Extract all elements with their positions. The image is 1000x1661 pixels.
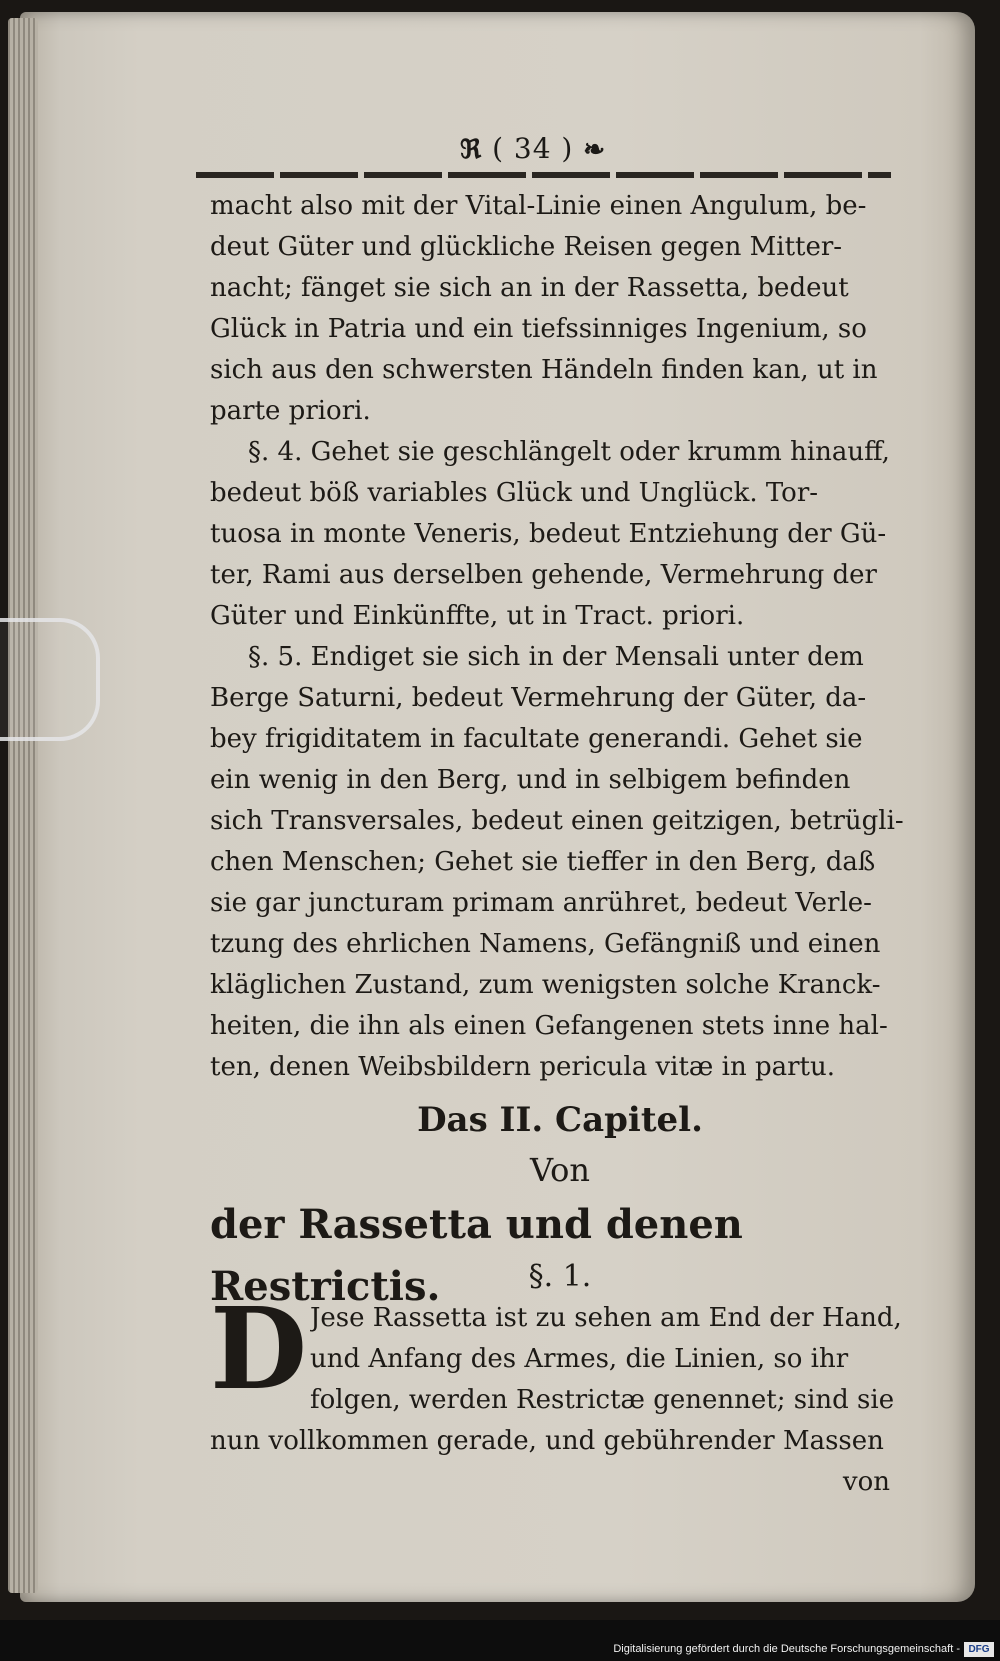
body-text [210,186,910,1503]
text-line: Glück in Patria und ein tiefssinniges Ingenium, so [210,314,867,344]
text-line: Jese Rassetta ist zu sehen am End der Hand, [310,1303,902,1333]
text-line: sich Transversales, bedeut einen geitzigen, betrügli- [210,806,904,836]
text-line: parte priori. [210,396,371,426]
chapter-title: Das II. Capitel. [417,1100,703,1140]
text-line: kläglichen Zustand, zum wenigsten solche Kranck- [210,970,881,1000]
text-line: heiten, die ihn als einen Gefangenen stets inne hal- [210,1011,888,1041]
text-line: ten, denen Weibsbildern pericula vitæ in partu. [210,1052,835,1082]
text-line: nacht; fänget sie sich an in der Rassetta, bedeut [210,273,849,303]
page-clip [0,618,100,741]
text-line: folgen, werden Restrictæ genennet; sind sie [310,1385,895,1415]
text-line: bey frigiditatem in facultate generandi. Gehet sie [210,724,863,754]
right-ornament-icon: ❧ [583,135,607,165]
dropcap-paragraph [210,1284,910,1421]
text-line: §. 5. Endiget sie sich in der Mensali unter dem [248,642,864,672]
text-line: Güter und Einkünffte, ut in Tract. priori. [210,601,745,631]
page-number: ( 34 ) [492,132,574,165]
text-line: ein wenig in den Berg, und in selbigem befinden [210,765,851,795]
chapter-von: Von [529,1151,591,1189]
header-rule [196,172,891,178]
text-line: tzung des ehrlichen Namens, Gefängniß und einen [210,929,881,959]
text-line: macht also mit der Vital-Linie einen Angulum, be- [210,191,867,221]
left-ornament-icon: ℜ [460,135,483,165]
text-line: sich aus den schwersten Händeln finden kan, ut in [210,355,878,385]
text-line: Berge Saturni, bedeut Vermehrung der Güter, da- [210,683,867,713]
dropcap-letter: D [210,1284,308,1415]
text-line: nun vollkommen gerade, und gebührender Massen [210,1426,884,1456]
section-mark: §. 1. [528,1259,592,1294]
page-stack-edge [8,18,38,1593]
footer-credit: Digitalisierung gefördert durch die Deutsche Forschungsgemeinschaft - [613,1643,960,1655]
text-line: bedeut böß variables Glück und Unglück. Tor- [210,478,819,508]
text-line: deut Güter und glückliche Reisen gegen Mitter- [210,232,843,262]
text-line: sie gar juncturam primam anrühret, bedeut Verle- [210,888,872,918]
text-line: tuosa in monte Veneris, bedeut Entziehung der Gü- [210,519,887,549]
page-header [460,132,606,165]
text-line: ter, Rami aus derselben gehende, Vermehrung der [210,560,877,590]
text-line: chen Menschen; Gehet sie tieffer in den Berg, daß [210,847,876,877]
chapter-subtitle: der Rassetta und denen Restrictis. [210,1201,743,1310]
dfg-logo: DFG [964,1642,994,1657]
text-line: §. 4. Gehet sie geschlängelt oder krumm hinauff, [248,437,890,467]
catchword: von [842,1467,890,1497]
text-line: und Anfang des Armes, die Linien, so ihr [310,1344,849,1374]
